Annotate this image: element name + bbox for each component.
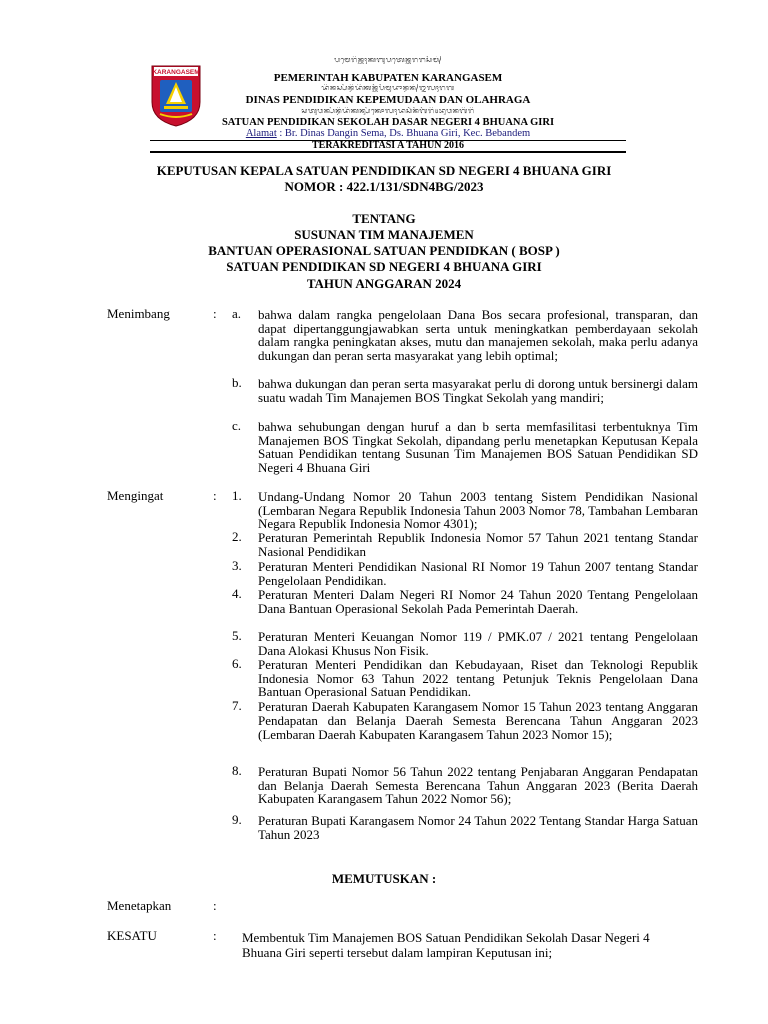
subject-line-2: BANTUAN OPERASIONAL SATUAN PENDIDKAN ( BOSP )	[208, 243, 560, 258]
menetapkan-colon: :	[213, 898, 217, 913]
mengingat-item-4: Peraturan Menteri Dalam Negeri RI Nomor 24 Tahun 2020 Tentang Pengelolaan Dana Bantuan Operasional Sekolah Pada Pemerintah Daerah.	[258, 587, 698, 616]
kesatu-text: Membentuk Tim Manajemen BOS Satuan Pendidikan Sekolah Dasar Negeri 4 Bhuana Giri seperti tersebut dalam lampiran Keputusan ini;	[242, 930, 650, 960]
mengingat-label: Mengingat	[107, 488, 164, 503]
list-marker: b.	[232, 375, 242, 390]
mengingat-item-5: Peraturan Menteri Keuangan Nomor 119 / PMK.07 / 2021 tentang Pengelolaan Dana Alokasi Khusus Non Fisik.	[258, 629, 698, 658]
accreditation: TERAKREDITASI A TAHUN 2016	[312, 140, 464, 151]
menetapkan-label: Menetapkan	[107, 898, 172, 913]
list-marker: 2.	[232, 529, 242, 544]
memutuskan-heading: MEMUTUSKAN :	[331, 871, 437, 886]
menimbang-item-b: bahwa dukungan dan peran serta masyarakat perlu di dorong untuk bersinergi dalam suatu wadah Tim Manajemen BOS Tingkat Sekolah yang mandiri;	[258, 376, 698, 405]
list-marker: 8.	[232, 763, 242, 778]
mengingat-colon: :	[213, 488, 217, 503]
subject-line-3: SATUAN PENDIDIKAN SD NEGERI 4 BHUANA GIRI	[226, 259, 542, 274]
balinese-script-line-1: ᬧᬫᬾᬭᬶᬦ᭄ᬢᬄᬓᬩᬸᬧᬢᬾᬦ᭄ᬓᬭᬗᬲᭂᬫ᭄	[334, 56, 442, 64]
menimbang-colon: :	[213, 306, 217, 321]
mengingat-item-1: Undang-Undang Nomor 20 Tahun 2003 tentang Sistem Pendidikan Nasional (Lembaran Negara Republik Indonesia Tahun 2003 Nomor 78, Tambahan Lembaran Negara Republik Indonesia Nomor 4301);	[258, 489, 698, 532]
menimbang-label: Menimbang	[107, 306, 170, 321]
balinese-script-line-2: ᬤᬶᬦᬲ᭄ᬧᭂᬦ᭄ᬤᬶᬤᬶᬓᬦ᭄ᬓᭂᬧᭂᬫᬸᬤᬵᬦ᭄ᬤᬦ᭄ᬑᬮᬄᬭᬕ	[321, 84, 455, 92]
kesatu-label: KESATU	[107, 928, 157, 943]
mengingat-item-3: Peraturan Menteri Pendidikan Nasional RI Nomor 19 Tahun 2007 tentang Standar Pengelolaan Pendidikan.	[258, 559, 698, 588]
department-name: DINAS PENDIDIKAN KEPEMUDAAN DAN OLAHRAGA	[245, 94, 531, 106]
list-marker: a.	[232, 306, 242, 321]
list-marker: c.	[232, 418, 242, 433]
menimbang-item-c: bahwa sehubungan dengan huruf a dan b serta memfasilitasi terbentuknya Tim Manajemen BOS Tingkat Sekolah, dipandang perlu menetapkan Keputusan Kepala Satuan Pendidikan tentang Susunan Tim Manajemen BOS Satuan Pendidikan SD Negeri 4 Bhuana Giri	[258, 419, 698, 475]
list-marker: 5.	[232, 628, 242, 643]
list-marker: 1.	[232, 488, 242, 503]
government-name: PEMERINTAH KABUPATEN KARANGASEM	[273, 72, 503, 84]
subject-line-1: SUSUNAN TIM MANAJEMEN	[294, 227, 474, 242]
logo-text: KARANGASEM	[152, 69, 200, 76]
mengingat-item-7: Peraturan Daerah Kabupaten Karangasem Nomor 15 Tahun 2023 tentang Anggaran Pendapatan dan Belanja Daerah Semesta Berencana Tahun Anggaran 2023 (Lembaran Daerah Kabupaten Karangasem Tahun 2023 Nomor 15);	[258, 699, 698, 742]
list-marker: 7.	[232, 698, 242, 713]
menimbang-item-a: bahwa dalam rangka pengelolaan Dana Bos secara profesional, transparan, dan dapat dipertanggungjawabkan serta untuk meningkatkan pemberdayaan sekolah dalam rangka peningkatan akses, mutu dan manajemen sekolah, maka perlu adanya dukungan dan peran serta masyarakat yang lebih optimal;	[258, 307, 698, 363]
subject-heading: TENTANG	[352, 211, 416, 226]
list-marker: 3.	[232, 558, 242, 573]
school-address	[150, 129, 626, 140]
mengingat-item-2: Peraturan Pemerintah Republik Indonesia Nomor 57 Tahun 2021 tentang Standar Nasional Pendidikan	[258, 530, 698, 559]
list-marker: 6.	[232, 656, 242, 671]
mengingat-item-9: Peraturan Bupati Karangasem Nomor 24 Tahun 2022 Tentang Standar Harga Satuan Tahun 2023	[258, 813, 698, 842]
balinese-script-line-3: ᬲᬢᬸᬯᬦ᭄ᬧᭂᬦ᭄ᬤᬶᬤᬶᬓᬦ᭄ᬲᭂᬓᭀᬮᬄᬤᬲᬃᬦᭂᬕᭂᬭᬶ᭔ᬪᬸᬯᬦᬕᬶᬭᬶ	[301, 107, 475, 115]
kesatu-colon: :	[213, 928, 217, 943]
address-detail: : Br. Dinas Dangin Sema, Ds. Bhuana Giri, Kec. Bebandem	[279, 128, 531, 139]
list-marker: 9.	[232, 812, 242, 827]
school-name: SATUAN PENDIDIKAN SEKOLAH DASAR NEGERI 4 BHUANA GIRI	[221, 117, 555, 128]
decree-number: NOMOR : 422.1/131/SDN4BG/2023	[284, 179, 484, 194]
letterhead-rule-thick	[150, 151, 626, 153]
decree-title: KEPUTUSAN KEPALA SATUAN PENDIDIKAN SD NEGERI 4 BHUANA GIRI	[156, 163, 612, 178]
list-marker: 4.	[232, 586, 242, 601]
subject-line-4: TAHUN ANGGARAN 2024	[306, 276, 462, 291]
letterhead	[150, 54, 626, 154]
mengingat-item-8: Peraturan Bupati Nomor 56 Tahun 2022 tentang Penjabaran Anggaran Pendapatan dan Belanja Daerah Semesta Berencana Tahun Anggaran 2023 (Berita Daerah Kabupaten Karangasem Tahun 2022 Nomor 56);	[258, 764, 698, 807]
mengingat-item-6: Peraturan Menteri Pendidikan dan Kebudayaan, Riset dan Teknologi Republik Indonesia Nomor 63 Tahun 2022 tentang Petunjuk Teknis Pengelolaan Dana Bantuan Operasional Satuan Pendidikan.	[258, 657, 698, 700]
address-label: Alamat	[245, 128, 277, 139]
